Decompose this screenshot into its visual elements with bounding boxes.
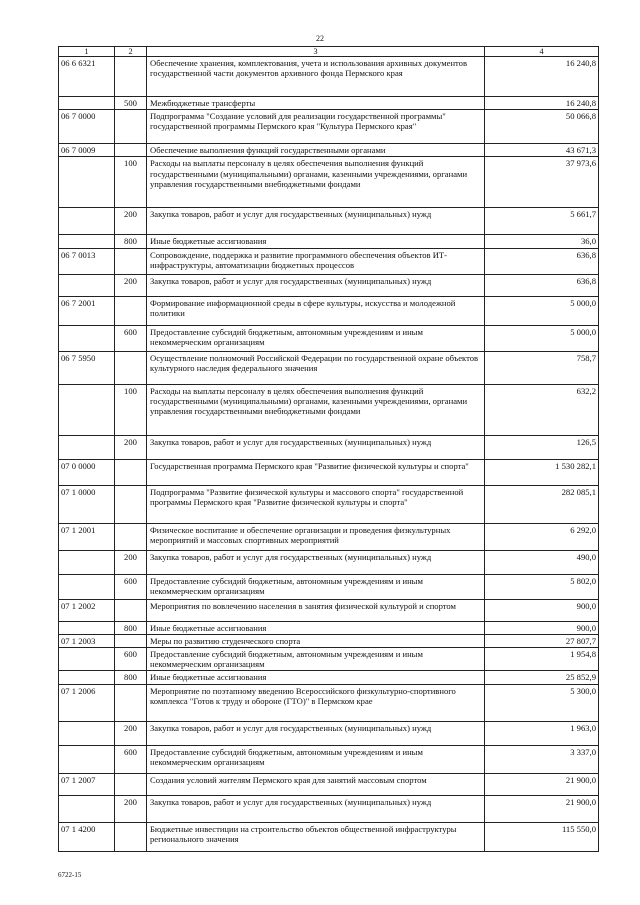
row-code: 07 1 2001 [59,523,115,550]
row-amount: 490,0 [485,550,599,574]
row-name: Формирование информационной среды в сфере культуры, искусства и молодежной политики [147,296,485,325]
table-row [59,634,599,647]
row-expense-type [115,485,147,523]
row-name: Создания условий жителям Пермского края для занятий массовым спортом [147,773,485,795]
table-row [59,57,599,97]
row-amount: 126,5 [485,435,599,459]
row-amount: 3 337,0 [485,745,599,773]
column-number-row [59,47,599,57]
row-expense-type: 100 [115,157,147,208]
row-code: 07 0 0000 [59,459,115,485]
row-code: 06 6 6321 [59,57,115,97]
row-expense-type: 800 [115,671,147,684]
row-code [59,745,115,773]
table-row [59,773,599,795]
row-name: Закупка товаров, работ и услуг для государственных (муниципальных) нужд [147,721,485,745]
row-expense-type [115,144,147,157]
table-row [59,384,599,435]
table-row [59,795,599,822]
row-expense-type: 500 [115,97,147,110]
row-expense-type [115,523,147,550]
row-amount: 1 954,8 [485,648,599,671]
table-row [59,621,599,634]
row-name: Физическое воспитание и обеспечение организации и проведения физкультурных мероприятий и массовых спортивных мероприятий [147,523,485,550]
row-expense-type [115,773,147,795]
row-expense-type [115,459,147,485]
row-expense-type: 600 [115,648,147,671]
row-expense-type: 200 [115,208,147,235]
row-code: 07 1 2007 [59,773,115,795]
table-row [59,248,599,274]
column-header-3: 3 [147,47,485,57]
row-amount: 21 900,0 [485,795,599,822]
table-row [59,523,599,550]
row-amount: 5 802,0 [485,574,599,599]
row-name: Обеспечение выполнения функций государственными органами [147,144,485,157]
row-code [59,325,115,351]
row-amount: 37 973,6 [485,157,599,208]
table-row [59,144,599,157]
table-row [59,721,599,745]
row-code: 07 1 2002 [59,599,115,621]
row-amount: 43 671,3 [485,144,599,157]
row-name: Закупка товаров, работ и услуг для государственных (муниципальных) нужд [147,795,485,822]
row-name: Осуществление полномочий Российской Федерации по государственной охране объектов культурного наследия федерального значения [147,351,485,384]
row-expense-type [115,634,147,647]
row-amount: 5 300,0 [485,684,599,721]
row-name: Закупка товаров, работ и услуг для государственных (муниципальных) нужд [147,208,485,235]
row-amount: 16 240,8 [485,97,599,110]
row-expense-type [115,57,147,97]
row-expense-type [115,599,147,621]
row-name: Предоставление субсидий бюджетным, автономным учреждениям и иным некоммерческим организациям [147,574,485,599]
row-amount: 5 000,0 [485,325,599,351]
table-row [59,157,599,208]
row-expense-type [115,351,147,384]
table-row [59,574,599,599]
table-row [59,822,599,851]
row-name: Предоставление субсидий бюджетным, автономным учреждениям и иным некоммерческим организациям [147,325,485,351]
row-name: Предоставление субсидий бюджетным, автономным учреждениям и иным некоммерческим организациям [147,648,485,671]
table-row [59,745,599,773]
row-name: Иные бюджетные ассигнования [147,621,485,634]
row-expense-type: 200 [115,550,147,574]
row-expense-type: 200 [115,795,147,822]
row-name: Сопровождение, поддержка и развитие программного обеспечения объектов ИТ-инфраструктуры, автоматизации бюджетных процессов [147,248,485,274]
row-amount: 758,7 [485,351,599,384]
row-expense-type: 600 [115,574,147,599]
row-amount: 27 807,7 [485,634,599,647]
row-name: Закупка товаров, работ и услуг для государственных (муниципальных) нужд [147,274,485,296]
row-code: 06 7 5950 [59,351,115,384]
table-row [59,550,599,574]
row-name: Закупка товаров, работ и услуг для государственных (муниципальных) нужд [147,550,485,574]
row-amount: 36,0 [485,235,599,248]
row-expense-type: 200 [115,721,147,745]
row-code [59,795,115,822]
row-amount: 115 550,0 [485,822,599,851]
row-amount: 900,0 [485,621,599,634]
row-name: Меры по развитию студенческого спорта [147,634,485,647]
page-number: 22 [316,34,324,43]
row-amount: 636,8 [485,248,599,274]
table-row [59,648,599,671]
footer-code: 6722-15 [58,871,82,879]
row-amount: 25 852,9 [485,671,599,684]
row-code: 07 1 2003 [59,634,115,647]
table-row [59,459,599,485]
row-name: Предоставление субсидий бюджетным, автономным учреждениям и иным некоммерческим организациям [147,745,485,773]
row-amount: 900,0 [485,599,599,621]
row-amount: 1 963,0 [485,721,599,745]
row-expense-type [115,684,147,721]
row-name: Межбюджетные трансферты [147,97,485,110]
column-header-2: 2 [115,47,147,57]
row-amount: 21 900,0 [485,773,599,795]
column-header-4: 4 [485,47,599,57]
row-code [59,671,115,684]
row-code [59,274,115,296]
row-expense-type [115,248,147,274]
row-code: 06 7 2001 [59,296,115,325]
row-name: Иные бюджетные ассигнования [147,671,485,684]
row-amount: 5 661,7 [485,208,599,235]
row-expense-type: 100 [115,384,147,435]
table-row [59,110,599,144]
column-header-1: 1 [59,47,115,57]
row-expense-type: 800 [115,621,147,634]
row-code: 06 7 0000 [59,110,115,144]
row-code: 07 1 2006 [59,684,115,721]
row-code: 07 1 4200 [59,822,115,851]
row-expense-type: 600 [115,745,147,773]
table-row [59,97,599,110]
row-name: Подпрограмма "Создание условий для реализации государственной программы" государственной программы Пермского края "Культура Пермского края" [147,110,485,144]
row-name: Расходы на выплаты персоналу в целях обеспечения выполнения функций государственными (муниципальными) органами, казенными учреждениями, органами управления государственными внебюджетными фондами [147,157,485,208]
row-code [59,208,115,235]
row-expense-type [115,296,147,325]
row-amount: 632,2 [485,384,599,435]
row-code [59,384,115,435]
table-row [59,684,599,721]
row-code [59,97,115,110]
row-name: Обеспечение хранения, комплектования, учета и использования архивных документов государственной части документов архивного фонда Пермского края [147,57,485,97]
table-row [59,351,599,384]
row-expense-type [115,110,147,144]
table-row [59,235,599,248]
row-amount: 282 085,1 [485,485,599,523]
table-row [59,485,599,523]
row-amount: 636,8 [485,274,599,296]
table-row [59,274,599,296]
row-amount: 6 292,0 [485,523,599,550]
row-code [59,721,115,745]
row-code [59,235,115,248]
row-expense-type: 600 [115,325,147,351]
row-name: Государственная программа Пермского края "Развитие физической культуры и спорта" [147,459,485,485]
row-code [59,157,115,208]
budget-table [58,46,599,852]
row-code [59,648,115,671]
row-name: Расходы на выплаты персоналу в целях обеспечения выполнения функций государственными (муниципальными) органами, казенными учреждениями, органами управления государственными внебюджетными фондами [147,384,485,435]
row-amount: 50 066,8 [485,110,599,144]
row-code [59,574,115,599]
row-name: Бюджетные инвестиции на строительство объектов общественной инфраструктуры регионального значения [147,822,485,851]
row-name: Мероприятие по поэтапному введению Всероссийского физкультурно-спортивного комплекса "Готов к труду и обороне (ГТО)" в Пермском крае [147,684,485,721]
row-amount: 16 240,8 [485,57,599,97]
row-expense-type [115,822,147,851]
table-row [59,296,599,325]
row-code: 06 7 0009 [59,144,115,157]
row-amount: 5 000,0 [485,296,599,325]
row-amount: 1 530 282,1 [485,459,599,485]
row-name: Подпрограмма "Развитие физической культуры и массового спорта" государственной программы Пермского края "Развитие физической культуры и спорта" [147,485,485,523]
table-row [59,435,599,459]
row-expense-type: 800 [115,235,147,248]
row-code [59,435,115,459]
row-code [59,550,115,574]
row-name: Мероприятия по вовлечению населения в занятия физической культурой и спортом [147,599,485,621]
row-code [59,621,115,634]
row-code: 06 7 0013 [59,248,115,274]
row-name: Закупка товаров, работ и услуг для государственных (муниципальных) нужд [147,435,485,459]
row-code: 07 1 0000 [59,485,115,523]
table-row [59,325,599,351]
row-expense-type: 200 [115,274,147,296]
table-row [59,671,599,684]
table-row [59,599,599,621]
row-name: Иные бюджетные ассигнования [147,235,485,248]
table-row [59,208,599,235]
row-expense-type: 200 [115,435,147,459]
